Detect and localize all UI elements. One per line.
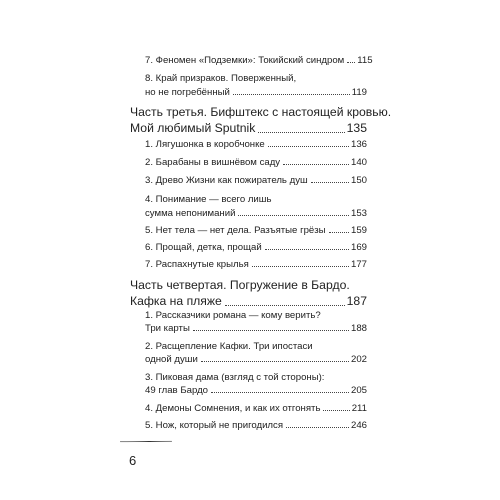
- part-title: Кафка на пляже: [130, 294, 222, 308]
- toc-entry-title: 7. Феномен «Подземки»: Токийский синдром: [145, 55, 345, 66]
- leader-dots: [268, 146, 349, 147]
- toc-entry: [145, 323, 367, 335]
- leader-dots: [286, 427, 349, 428]
- toc-page-number: 246: [350, 420, 367, 431]
- toc-entry: [145, 175, 367, 187]
- toc-entry-title: сумма непониманий: [145, 208, 236, 219]
- toc-entry: [145, 242, 367, 254]
- toc-entry: [145, 403, 367, 415]
- toc-page-number: 159: [350, 225, 367, 236]
- leader-dots: [233, 94, 350, 95]
- toc-entry: [145, 385, 367, 397]
- toc-page-number: 153: [350, 208, 367, 219]
- leader-dots: [225, 305, 345, 306]
- toc-entry-line1: 2. Расщепление Кафки. Три ипостаси: [145, 341, 313, 352]
- leader-dots: [252, 266, 349, 267]
- toc-entry-title: 5. Нет тела — нет дела. Разъятые грёзы: [145, 225, 326, 236]
- toc-entry-title: 49 глав Бардо: [145, 385, 209, 396]
- leader-dots: [211, 392, 349, 393]
- toc-entry: [145, 225, 367, 237]
- toc-page-number: 150: [350, 175, 367, 186]
- leader-dots: [258, 132, 344, 133]
- toc-entry-title: 3. Древо Жизни как пожиратель душ: [145, 175, 308, 186]
- toc-page-number: 202: [350, 354, 367, 365]
- leader-dots: [347, 62, 355, 63]
- toc-part-3: [130, 120, 367, 137]
- toc-entry: [145, 157, 367, 169]
- toc-entry: [145, 259, 367, 271]
- toc-entry-title: 6. Прощай, детка, прощай: [145, 242, 262, 253]
- toc-page-number: 177: [350, 259, 367, 270]
- leader-dots: [283, 164, 349, 165]
- toc-entry-line1: 4. Понимание — всего лишь: [145, 194, 272, 205]
- toc-entry: [145, 208, 367, 220]
- toc-page-number: 169: [350, 242, 367, 253]
- toc-entry-title: 5. Нож, который не пригодился: [145, 420, 284, 431]
- leader-dots: [329, 232, 349, 233]
- leader-dots: [238, 215, 349, 216]
- part-title: Мой любимый Sputnik: [130, 121, 256, 135]
- toc-page-number: 187: [346, 294, 367, 308]
- toc-entry: [145, 139, 367, 151]
- part-4-title-line1: Часть четвертая. Погружение в Бардо.: [130, 278, 350, 292]
- toc-entry-title: 1. Лягушонка в коробчонке: [145, 139, 265, 150]
- leader-dots: [311, 182, 349, 183]
- toc-page-number: 115: [357, 55, 373, 66]
- toc-entry: [145, 420, 367, 432]
- page-number: 6: [129, 453, 137, 468]
- toc-page-number: 140: [350, 157, 367, 168]
- footer-rule: [120, 441, 172, 443]
- toc-entry-title: но не погребённый: [145, 87, 230, 98]
- toc-page-number: 188: [350, 323, 367, 334]
- toc-entry-title: 2. Барабаны в вишнёвом саду: [145, 157, 281, 168]
- toc-entry-title: Три карты: [145, 323, 190, 334]
- toc-entry-title: 4. Демоны Сомнения, и как их отгонять: [145, 403, 321, 414]
- toc-entry-line1: 3. Пиковая дама (взгляд с той стороны):: [145, 372, 325, 383]
- leader-dots: [193, 330, 349, 331]
- leader-dots: [265, 249, 349, 250]
- leader-dots: [323, 410, 349, 411]
- toc-page-number: 211: [351, 403, 367, 414]
- toc-page-number: 205: [350, 385, 367, 396]
- toc-part-4: [130, 293, 367, 310]
- part-3-title-line1: Часть третья. Бифштекс с настоящей кровью.: [130, 105, 392, 119]
- toc-entry-8: [145, 87, 367, 99]
- toc-page-number: 135: [346, 121, 367, 135]
- toc-entry-7: [145, 55, 373, 67]
- toc-entry-title: 7. Распахнутые крылья: [145, 259, 249, 270]
- toc-entry-line1: 1. Рассказчики романа — кому верить?: [145, 310, 321, 321]
- toc-page-number: 119: [351, 87, 367, 98]
- toc-page-number: 136: [350, 139, 367, 150]
- leader-dots: [201, 361, 349, 362]
- toc-entry-8-line1: 8. Край призраков. Поверженный,: [145, 73, 297, 84]
- toc-entry: [145, 354, 367, 366]
- toc-entry-title: одной души: [145, 354, 198, 365]
